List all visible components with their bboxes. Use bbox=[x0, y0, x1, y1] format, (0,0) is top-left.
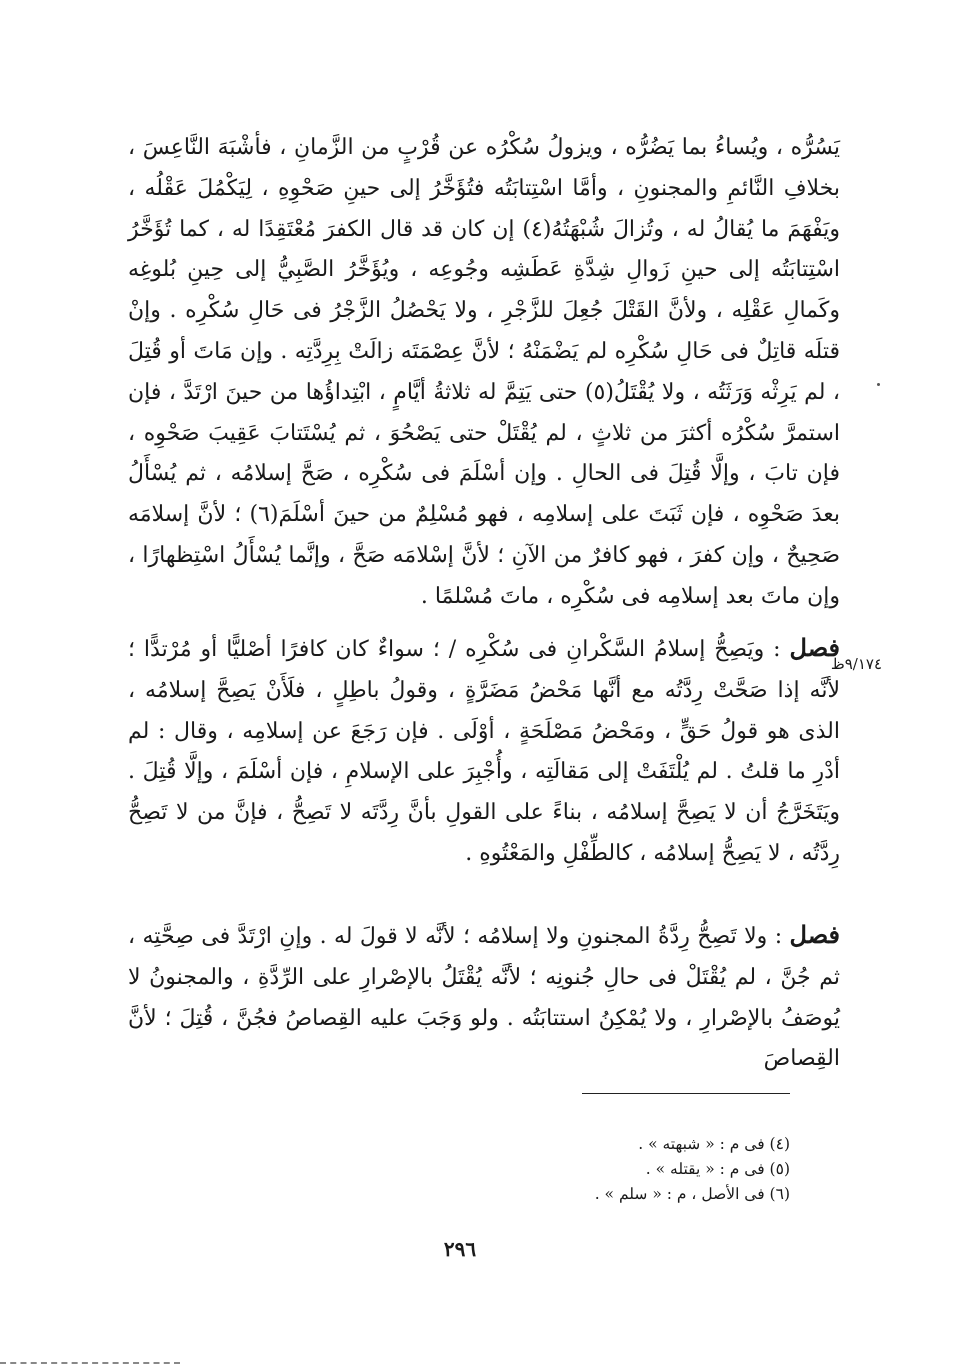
footnote-separator bbox=[582, 1093, 790, 1094]
section-heading: فصل bbox=[789, 920, 840, 949]
footnote: (٦) فى الأصل ، م : « سلم » . bbox=[594, 1185, 790, 1203]
footnote: (٤) فى م : « شبهته » . bbox=[638, 1135, 790, 1153]
paragraph bbox=[128, 628, 840, 875]
paragraph bbox=[128, 128, 840, 618]
section-block bbox=[128, 915, 840, 1080]
paragraph bbox=[128, 915, 840, 1080]
footnote: (٥) فى م : « يقتله » . bbox=[645, 1160, 790, 1178]
scan-speck bbox=[877, 383, 880, 386]
main-text-block bbox=[128, 128, 840, 618]
margin-folio-reference: ٩/١٧٤ظ bbox=[830, 655, 882, 673]
scan-edge-artifact bbox=[0, 1362, 180, 1364]
paragraph-text: : ويَصِحُّ إسلامُ السَّكْرانِ فى سُكْرِه / ؛ سواءٌ كان كافرًا أصْليًّا أو مُرْتدًّا ؛ لأنَّه إذا صَحَّتْ رِدَّتُه مع أنَّها مَحْضُ مَضَرَّةٍ ، وقولُ باطِلٍ ، فلَأَنْ يَصِحَّ إسلامُه ، الذى هو قولُ حَقٍّ ، ومَحْضُ مَصْلَحَةٍ ، أوْلَى . فإن رَجَعَ عن إسلامِه ، وقال : لم أدْرِ ما قلتُ . لم يُلْتَفَتْ إلى مَقالَتِه ، وأُجْبِرَ على الإسلامِ ، فإن أسْلَمَ ، وإلَّا قُتِلَ . ويَتَخَرَّجُ أن لا يَصِحَّ إسلامُه ، بناءً على القولِ بأنَّ رِدَّتَه لا تَصِحُّ ، فإنَّ من لا تَصِحُّ رِدَّتُه ، لا يَصِحُّ إسلامُه ، كالطِّفْلِ والمَعْتُوهِ . bbox=[128, 637, 840, 866]
section-block bbox=[128, 628, 840, 875]
section-heading: فصل bbox=[789, 633, 841, 662]
paragraph-text: يَسُرُّه ، ويُساءُ بما يَضُرُّه ، ويزولُ سُكْرُه عن قُرْبٍ من الزَّمانِ ، فأشْبَهَ النَّاعِسَ ، بخلافِ النَّائمِ والمجنونِ ، وأمَّا اسْتِتابَتُه فتُؤَخَّرُ إلى حينِ صَحْوِهِ ، لِيَكْمُلَ عَقْلُه ، ويَفْهَمَ ما يُقالُ له ، وتُزالَ شُبْهَتُهُ(٤) إن كان قد قال الكفرَ مُعْتَقِدًا له ، كما تُؤَخَّرُ اسْتِتابَتُه إلى حينِ زَوالِ شِدَّةِ عَطَشِه وجُوعِه ، ويُؤَخَّرُ الصَّبِيُّ إلى حِينِ بُلوغِه وكَمالِ عَقْلِه ، ولأنَّ القَتْلَ جُعِلَ للزَّجْرِ ، ولا يَحْصُلُ الزَّجْرُ فى حَالِ سُكْرِه . وإنْ قتلَه قاتِلٌ فى حَالِ سُكْرِه لم يَضْمَنْهُ ؛ لأنَّ عِصْمَتَه زالَتْ بِرِدَّتِه . وإن مَاتَ أو قُتِلَ ، لم يَرِثْه وَرَثَتُه ، ولا يُقْتَلُ(٥) حتى يَتِمَّ له ثلاثةُ أيَّامٍ ، ابْتِداؤُها من حينَ ارْتَدَّ ، فإن استمرَّ سُكْرُه أكثرَ من ثلاثٍ ، لم يُقْتَلْ حتى يَصْحُوَ ، ثم يُسْتَتابَ عَقِيبَ صَحْوِه ، فإن تابَ ، وإلَّا قُتِلَ فى الحالِ . وإن أسْلَمَ فى سُكْرِه ، صَحَّ إسلامُه ، ثم يُسْأَلُ بعدَ صَحْوِه ، فإن ثَبَتَ على إسلامِه ، فهو مُسْلِمٌ من حينَ أسْلَمَ(٦) ؛ لأنَّ إسلامَه صَحِيحٌ ، وإن كفرَ ، فهو كافرٌ من الآنِ ؛ لأنَّ إسْلامَه صَحَّ ، وإنَّما يُسْأَلُ اسْتِظهارًا ، وإن ماتَ بعد إسلامِه فى سُكْرِه ، ماتَ مُسْلمًا . bbox=[128, 135, 841, 609]
page-number: ٢٩٦ bbox=[443, 1237, 477, 1261]
paragraph-text: : ولا تَصِحُّ رِدَّةُ المجنونِ ولا إسلامُه ؛ لأنَّه لا قولَ له . وإنِ ارْتَدَّ فى صِحَّتِه ، ثم جُنَّ ، لم يُقْتَلْ فى حالِ جُنونِه ؛ لأنَّه يُقْتَلُ بالإصْرارِ على الرِّدَّةِ ، والمجنونُ لا يُوصَفُ بالإصْرارِ ، ولا يُمْكِنُ استتابَتُه . ولو وَجَبَ عليه القِصاصُ فجُنَّ ، قُتِلَ ؛ لأنَّ القِصاصَ bbox=[128, 924, 840, 1072]
footnotes bbox=[420, 1132, 790, 1207]
